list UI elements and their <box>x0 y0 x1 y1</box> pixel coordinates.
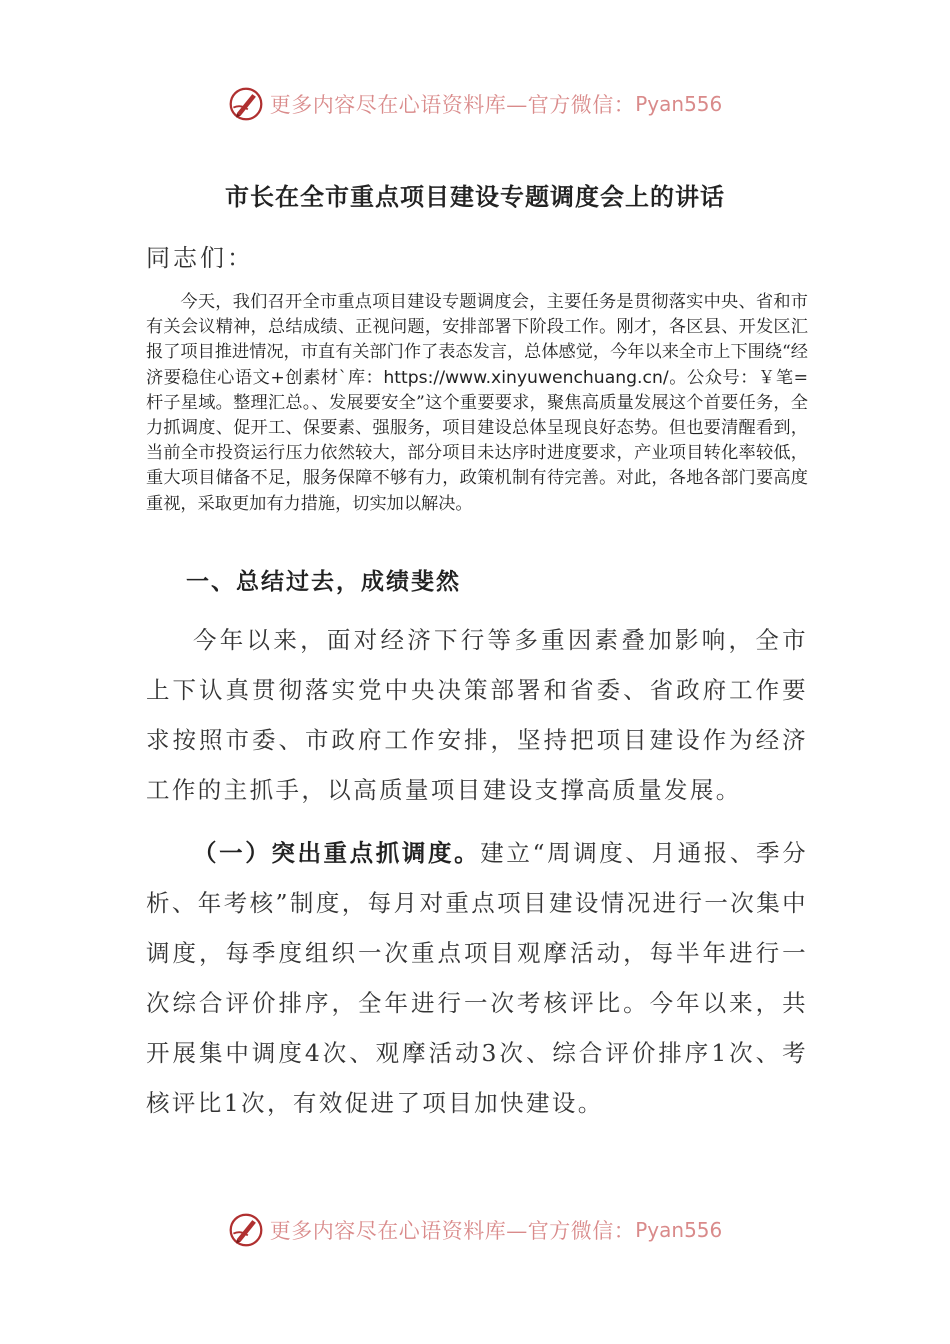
intro-paragraph <box>146 290 808 517</box>
watermark-banner-top <box>0 82 950 126</box>
subsection-1-lead: （一）突出重点抓调度。 <box>193 839 481 867</box>
subsection-1-paragraph <box>146 828 808 1128</box>
intro-text-2: 。公众号：￥笔=杆子星域。整理汇总。、发展要安全”这个重要要求，聚焦高质量发展这个首要任务，全力抓调度、促开工、保要素、强服务，项目建设总体呈现良好态势。但也要清醒看到，当前全市投资运行压力依然较大，部分项目未达序时进度要求，产业项目转化率较低，重大项目储备不足，服务保障不够有力，政策机制有待完善。对此，各地各部门要高度重视，采取更加有力措施，切实加以解决。 <box>146 367 808 514</box>
greeting: 同志们： <box>146 244 254 272</box>
watermark-wechat-id: Pyan556 <box>635 1218 723 1242</box>
pen-logo-icon <box>228 86 264 122</box>
section-1-paragraph: 今年以来，面对经济下行等多重因素叠加影响，全市上下认真贯彻落实党中央决策部署和省委、省政府工作要求按照市委、市政府工作安排，坚持把项目建设作为经济工作的主抓手，以高质量项目建设支撑高质量发展。 <box>146 626 808 804</box>
pen-logo-icon <box>228 1212 264 1248</box>
section-heading-1: 一、总结过去，成绩斐然 <box>186 568 461 595</box>
document-title: 市长在全市重点项目建设专题调度会上的讲话 <box>225 182 725 211</box>
watermark-wechat-id: Pyan556 <box>635 92 723 116</box>
subsection-1-body: 建立“周调度、月通报、季分析、年考核”制度，每月对重点项目建设情况进行一次集中调度，每季度组织一次重点项目观摩活动，每半年进行一次综合评价排序，全年进行一次考核评比。今年以来，共开展集中调度4次、观摩活动3次、综合评价排序1次、考核评比1次，有效促进了项目加快建设。 <box>146 839 808 1117</box>
intro-text-1: 今天，我们召开全市重点项目建设专题调度会，主要任务是贯彻落实中央、省和市有关会议精神，总结成绩、正视问题，安排部署下阶段工作。刚才，各区县、开发区汇报了项目推进情况，市直有关部门作了表态发言，总体感觉，今年以来全市上下围绕“经济要稳住心语文+创素材`库： <box>146 292 808 388</box>
watermark-text: 更多内容尽在心语资料库—官方微信： <box>269 93 636 117</box>
watermark-text: 更多内容尽在心语资料库—官方微信： <box>269 1219 636 1243</box>
watermark-banner-bottom <box>0 1208 950 1252</box>
intro-url: https://www.xinyuwenchuang.cn/ <box>383 367 669 388</box>
